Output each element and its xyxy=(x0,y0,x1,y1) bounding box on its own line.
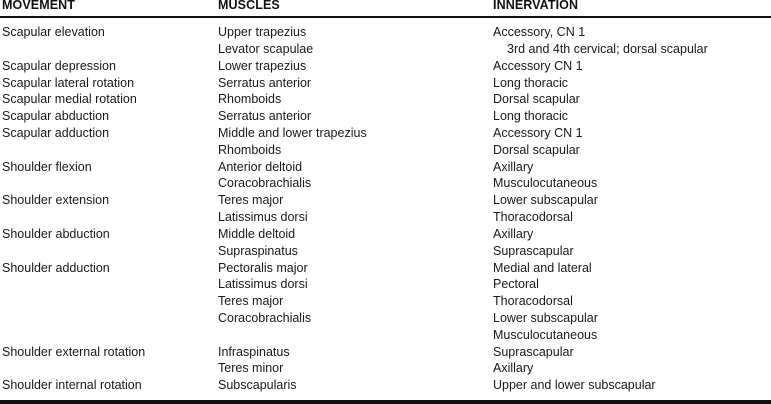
movement-cell: Shoulder extension xyxy=(2,193,110,207)
movement-cell: Shoulder adduction xyxy=(2,261,110,275)
movement-cell: Shoulder internal rotation xyxy=(2,378,142,392)
muscle-cell: Latissimus dorsi xyxy=(218,210,308,224)
muscle-cell: Middle and lower trapezius xyxy=(218,126,367,140)
innervation-cell: Lower subscapular xyxy=(493,311,598,325)
innervation-cell: Upper and lower subscapular xyxy=(493,378,656,392)
muscle-cell: Pectoralis major xyxy=(218,261,308,275)
movement-cell: Scapular adduction xyxy=(2,126,110,140)
innervation-cell: Pectoral xyxy=(493,277,539,291)
table-header xyxy=(0,0,771,18)
innervation-cell: Accessory, CN 1 xyxy=(493,25,586,39)
muscle-cell: Coracobrachialis xyxy=(218,311,312,325)
movement-cell: Scapular lateral rotation xyxy=(2,76,135,90)
innervation-cell: Thoracodorsal xyxy=(493,294,573,308)
muscle-cell: Infraspinatus xyxy=(218,345,290,359)
innervation-cell: Suprascapular xyxy=(493,345,574,359)
muscle-cell: Rhomboids xyxy=(218,143,282,157)
innervation-cell: Long thoracic xyxy=(493,109,569,123)
innervation-cell: Axillary xyxy=(493,361,534,375)
muscle-cell: Supraspinatus xyxy=(218,244,298,258)
innervation-cell: Axillary xyxy=(493,160,534,174)
muscle-cell: Serratus anterior xyxy=(218,109,312,123)
innervation-cell: Accessory CN 1 xyxy=(493,59,583,73)
muscle-cell: Rhomboids xyxy=(218,92,282,106)
muscle-cell: Serratus anterior xyxy=(218,76,312,90)
movement-cell: Shoulder abduction xyxy=(2,227,110,241)
innervation-cell: Accessory CN 1 xyxy=(493,126,583,140)
header-muscles: MUSCLES xyxy=(218,0,280,12)
innervation-cell: Dorsal scapular xyxy=(493,92,580,106)
innervation-cell: Musculocutaneous xyxy=(493,328,598,342)
muscle-cell: Teres minor xyxy=(218,361,284,375)
movement-cell: Shoulder flexion xyxy=(2,160,92,174)
movement-cell: Scapular abduction xyxy=(2,109,110,123)
muscle-cell: Latissimus dorsi xyxy=(218,277,308,291)
movement-cell: Scapular depression xyxy=(2,59,116,73)
innervation-cell: Lower subscapular xyxy=(493,193,598,207)
muscle-cell: Coracobrachialis xyxy=(218,176,312,190)
muscle-cell: Lower trapezius xyxy=(218,59,307,73)
innervation-cell: Musculocutaneous xyxy=(493,176,598,190)
innervation-cell: Medial and lateral xyxy=(493,261,592,275)
innervation-cell: Thoracodorsal xyxy=(493,210,573,224)
movement-cell: Scapular medial rotation xyxy=(2,92,137,106)
innervation-cell: 3rd and 4th cervical; dorsal scapular xyxy=(507,42,708,56)
movement-cell: Shoulder external rotation xyxy=(2,345,146,359)
header-movement: MOVEMENT xyxy=(2,0,76,12)
header-innervation: INNERVATION xyxy=(493,0,579,12)
muscle-cell: Levator scapulae xyxy=(218,42,314,56)
muscle-cell: Teres major xyxy=(218,294,284,308)
innervation-cell: Dorsal scapular xyxy=(493,143,580,157)
muscle-cell: Subscapularis xyxy=(218,378,297,392)
bottom-rule xyxy=(0,400,771,404)
movement-cell: Scapular elevation xyxy=(2,25,105,39)
innervation-cell: Long thoracic xyxy=(493,76,569,90)
muscle-cell: Teres major xyxy=(218,193,284,207)
innervation-cell: Axillary xyxy=(493,227,534,241)
muscle-cell: Middle deltoid xyxy=(218,227,296,241)
muscle-cell: Anterior deltoid xyxy=(218,160,303,174)
innervation-cell: Suprascapular xyxy=(493,244,574,258)
muscle-cell: Upper trapezius xyxy=(218,25,307,39)
